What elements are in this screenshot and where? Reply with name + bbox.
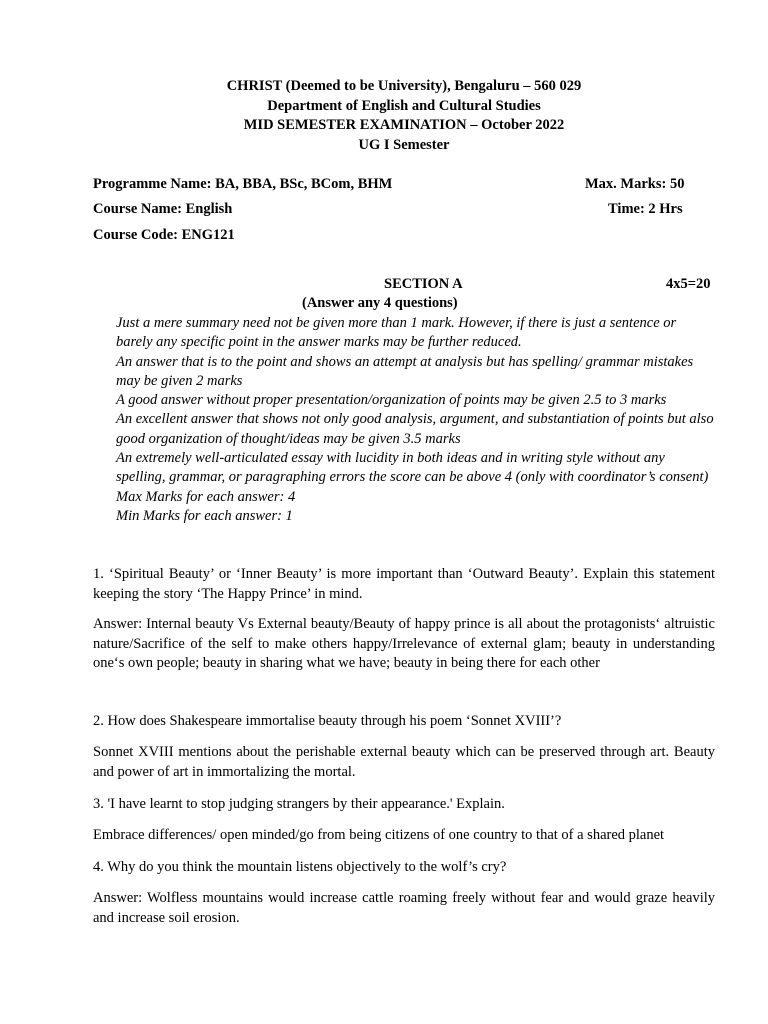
answer-text: Embrace differences/ open minded/go from being citizens of one country to that of a shared planet (93, 827, 665, 843)
answer-text: Sonnet XVIII mentions about the perishable external beauty which can be preserved through art. Beauty and power of art in immortalizing the mortal. (93, 744, 715, 780)
guideline-item: An answer that is to the point and shows an attempt at analysis but has spelling/ grammar mistakes may be given 2 marks (116, 353, 694, 389)
exam-time: Time: 2 Hrs (608, 201, 683, 217)
question-text: 3. 'I have learnt to stop judging strangers by their appearance.' Explain. (93, 796, 505, 812)
department-line: Department of English and Cultural Studies (267, 97, 541, 114)
document-header (0, 77, 768, 155)
section-marks: 4x5=20 (666, 276, 711, 292)
guideline-item: A good answer without proper presentation/organization of points may be given 2.5 to 3 marks (116, 392, 667, 409)
exam-title-line: MID SEMESTER EXAMINATION – October 2022 (243, 117, 565, 133)
section-instruction: (Answer any 4 questions) (302, 295, 458, 311)
guideline-item: Min Marks for each answer: 1 (116, 507, 293, 524)
question-1-block (93, 565, 715, 604)
guideline-item: Max Marks for each answer: 4 (116, 488, 296, 505)
programme-name: Programme Name: BA, BBA, BSc, BCom, BHM (93, 176, 393, 192)
section-title: SECTION A (384, 276, 463, 292)
max-marks: Max. Marks: 50 (585, 176, 685, 192)
question-text: 1. ‘Spiritual Beauty’ or ‘Inner Beauty’ is more important than ‘Outward Beauty’. Explain this statement keeping the story ‘The Happy Prince’ in mind. (93, 566, 715, 602)
university-line: CHRIST (Deemed to be University), Bengaluru – 560 029 (226, 78, 582, 94)
answer-4-block (93, 889, 715, 928)
semester-line: UG I Semester (358, 136, 450, 153)
answer-1-block (93, 615, 715, 674)
answer-text: Answer: Internal beauty Vs External beauty/Beauty of happy prince is all about the protagonists‘ altruistic nature/Sacrifice of the self to make others happy/Irrelevance of external glam; beauty in understanding one‘s own people; beauty in sharing what we have; beauty in being there for each other (93, 616, 715, 671)
answer-text: Answer: Wolfless mountains would increase cattle roaming freely without fear and would graze heavily and increase soil erosion. (93, 890, 715, 926)
course-name: Course Name: English (93, 201, 233, 217)
marking-guidelines (116, 314, 716, 526)
question-text: 2. How does Shakespeare immortalise beauty through his poem ‘Sonnet XVIII’? (93, 713, 562, 729)
guideline-item: An excellent answer that shows not only good analysis, argument, and substantiation of points but also good organization of thought/ideas may be given 3.5 marks (116, 411, 714, 447)
guideline-item: Just a mere summary need not be given more than 1 mark. However, if there is just a sentence or barely any specific point in the answer marks may be further reduced. (116, 315, 677, 351)
question-3-block (93, 795, 715, 815)
question-2-block (93, 712, 715, 732)
answer-2-block (93, 743, 715, 782)
course-code: Course Code: ENG121 (93, 227, 235, 243)
guideline-item: An extremely well-articulated essay with lucidity in both ideas and in writing style without any spelling, grammar, or paragraphing errors the score can be above 4 (only with coordinator’s consent) (116, 450, 709, 486)
question-text: 4. Why do you think the mountain listens objectively to the wolf’s cry? (93, 859, 507, 875)
answer-3-block (93, 826, 715, 846)
question-4-block (93, 858, 715, 878)
